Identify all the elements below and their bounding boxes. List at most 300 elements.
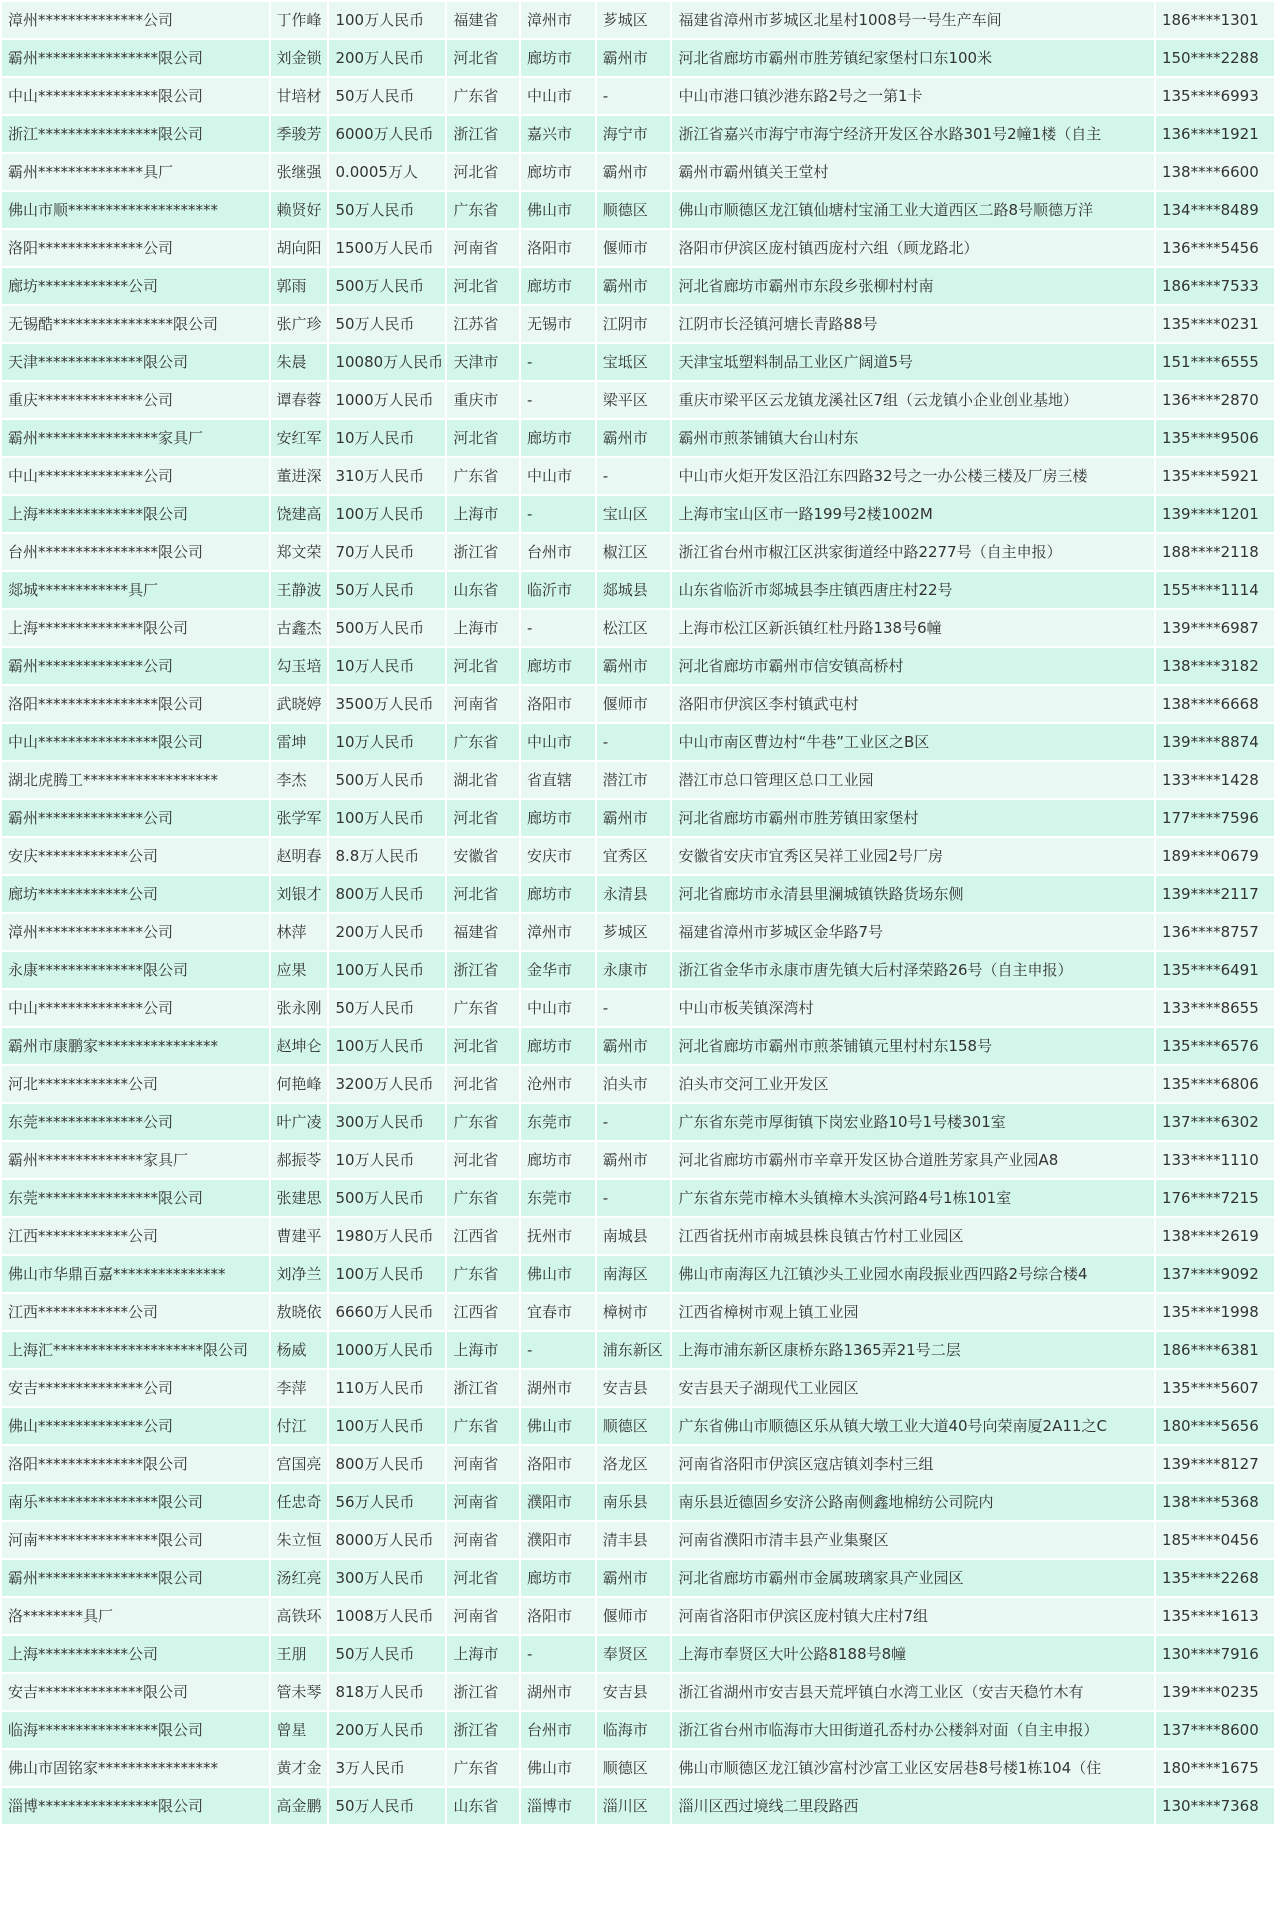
city-cell: 佛山市 [521,1750,595,1786]
address-cell: 福建省漳州市芗城区北星村1008号一号生产车间 [672,2,1153,38]
table-row [2,1180,1274,1216]
legal-person-cell: 董进深 [271,458,328,494]
company-name-cell: 佛山市华鼎百嘉*************** [2,1256,269,1292]
table-row [2,2,1274,38]
city-cell: 临沂市 [521,572,595,608]
district-cell: 清丰县 [597,1522,671,1558]
table-row [2,382,1274,418]
table-row [2,1332,1274,1368]
district-cell: 永清县 [597,876,671,912]
province-cell: 天津市 [447,344,519,380]
province-cell: 河北省 [447,800,519,836]
province-cell: 河南省 [447,1598,519,1634]
registered-capital-cell: 10万人民币 [329,648,445,684]
table-row [2,344,1274,380]
province-cell: 河南省 [447,1522,519,1558]
address-cell: 霸州市煎茶铺镇大台山村东 [672,420,1153,456]
address-cell: 河北省廊坊市霸州市东段乡张柳村村南 [672,268,1153,304]
legal-person-cell: 曾星 [271,1712,328,1748]
address-cell: 重庆市梁平区云龙镇龙溪社区7组（云龙镇小企业创业基地） [672,382,1153,418]
legal-person-cell: 朱晨 [271,344,328,380]
province-cell: 山东省 [447,1788,519,1824]
phone-cell: 136****1921 [1156,116,1274,152]
address-cell: 安吉县天子湖现代工业园区 [672,1370,1153,1406]
company-name-cell: 无锡酷****************限公司 [2,306,269,342]
legal-person-cell: 高金鹏 [271,1788,328,1824]
address-cell: 中山市南区曹边村“牛巷”工业区之B区 [672,724,1153,760]
legal-person-cell: 敖晓依 [271,1294,328,1330]
registered-capital-cell: 70万人民币 [329,534,445,570]
legal-person-cell: 李萍 [271,1370,328,1406]
registered-capital-cell: 6000万人民币 [329,116,445,152]
registered-capital-cell: 800万人民币 [329,1446,445,1482]
province-cell: 浙江省 [447,534,519,570]
province-cell: 广东省 [447,458,519,494]
district-cell: 郯城县 [597,572,671,608]
table-row [2,914,1274,950]
registered-capital-cell: 1000万人民币 [329,382,445,418]
city-cell: 廊坊市 [521,40,595,76]
table-row [2,1788,1274,1824]
phone-cell: 186****7533 [1156,268,1274,304]
city-cell: 无锡市 [521,306,595,342]
company-name-cell: 中山****************限公司 [2,78,269,114]
company-name-cell: 廊坊************公司 [2,876,269,912]
district-cell: - [597,990,671,1026]
province-cell: 重庆市 [447,382,519,418]
registered-capital-cell: 10万人民币 [329,420,445,456]
registered-capital-cell: 8.8万人民币 [329,838,445,874]
registered-capital-cell: 50万人民币 [329,990,445,1026]
legal-person-cell: 胡向阳 [271,230,328,266]
company-name-cell: 永康**************限公司 [2,952,269,988]
phone-cell: 139****8874 [1156,724,1274,760]
district-cell: 浦东新区 [597,1332,671,1368]
phone-cell: 135****1998 [1156,1294,1274,1330]
phone-cell: 150****2288 [1156,40,1274,76]
registered-capital-cell: 100万人民币 [329,1256,445,1292]
province-cell: 浙江省 [447,1712,519,1748]
registered-capital-cell: 56万人民币 [329,1484,445,1520]
city-cell: 佛山市 [521,1256,595,1292]
phone-cell: 135****6806 [1156,1066,1274,1102]
registered-capital-cell: 50万人民币 [329,1788,445,1824]
address-cell: 广东省佛山市顺德区乐从镇大墩工业大道40号向荣南厦2A11之C [672,1408,1153,1444]
province-cell: 江西省 [447,1294,519,1330]
company-name-cell: 南乐****************限公司 [2,1484,269,1520]
legal-person-cell: 刘净兰 [271,1256,328,1292]
legal-person-cell: 付江 [271,1408,328,1444]
city-cell: 洛阳市 [521,1598,595,1634]
legal-person-cell: 李杰 [271,762,328,798]
table-row [2,1218,1274,1254]
legal-person-cell: 郭雨 [271,268,328,304]
legal-person-cell: 赵明春 [271,838,328,874]
phone-cell: 130****7368 [1156,1788,1274,1824]
province-cell: 江西省 [447,1218,519,1254]
company-name-cell: 佛山市固铭家**************** [2,1750,269,1786]
company-name-cell: 漳州**************公司 [2,2,269,38]
district-cell: 江阴市 [597,306,671,342]
address-cell: 浙江省金华市永康市唐先镇大后村泽荣路26号（自主申报） [672,952,1153,988]
legal-person-cell: 赵坤仑 [271,1028,328,1064]
address-cell: 山东省临沂市郯城县李庄镇西唐庄村22号 [672,572,1153,608]
company-name-cell: 霸州****************家具厂 [2,420,269,456]
table-row [2,78,1274,114]
legal-person-cell: 赖贤好 [271,192,328,228]
company-name-cell: 安吉**************公司 [2,1370,269,1406]
phone-cell: 135****1613 [1156,1598,1274,1634]
address-cell: 洛阳市伊滨区庞村镇西庞村六组（顾龙路北） [672,230,1153,266]
district-cell: 霸州市 [597,648,671,684]
city-cell: 湖州市 [521,1674,595,1710]
phone-cell: 138****2619 [1156,1218,1274,1254]
city-cell: 濮阳市 [521,1522,595,1558]
address-cell: 南乐县近德固乡安济公路南侧鑫地棉纺公司院内 [672,1484,1153,1520]
address-cell: 中山市板芙镇深湾村 [672,990,1153,1026]
district-cell: - [597,1180,671,1216]
district-cell: 南乐县 [597,1484,671,1520]
address-cell: 河北省廊坊市霸州市胜芳镇纪家堡村口东100米 [672,40,1153,76]
company-name-cell: 漳州**************公司 [2,914,269,950]
address-cell: 洛阳市伊滨区李村镇武屯村 [672,686,1153,722]
address-cell: 上海市宝山区市一路199号2楼1002M [672,496,1153,532]
registered-capital-cell: 8000万人民币 [329,1522,445,1558]
legal-person-cell: 任忠奇 [271,1484,328,1520]
company-name-cell: 霸州**************具厂 [2,154,269,190]
city-cell: 中山市 [521,78,595,114]
company-name-cell: 霸州**************公司 [2,800,269,836]
address-cell: 河北省廊坊市霸州市煎茶铺镇元里村村东158号 [672,1028,1153,1064]
city-cell: 台州市 [521,1712,595,1748]
table-body [2,2,1274,1824]
address-cell: 江西省樟树市观上镇工业园 [672,1294,1153,1330]
table-row [2,648,1274,684]
district-cell: 宝坻区 [597,344,671,380]
phone-cell: 180****5656 [1156,1408,1274,1444]
table-row [2,496,1274,532]
city-cell: 廊坊市 [521,876,595,912]
company-name-cell: 郯城************具厂 [2,572,269,608]
registered-capital-cell: 500万人民币 [329,610,445,646]
district-cell: 霸州市 [597,420,671,456]
address-cell: 上海市浦东新区康桥东路1365弄21号二层 [672,1332,1153,1368]
legal-person-cell: 何艳峰 [271,1066,328,1102]
company-name-cell: 佛山市顺******************** [2,192,269,228]
legal-person-cell: 管未琴 [271,1674,328,1710]
district-cell: 宜秀区 [597,838,671,874]
phone-cell: 138****3182 [1156,648,1274,684]
phone-cell: 138****6600 [1156,154,1274,190]
city-cell: - [521,1332,595,1368]
city-cell: - [521,1636,595,1672]
address-cell: 河北省廊坊市永清县里澜城镇铁路货场东侧 [672,876,1153,912]
company-name-cell: 河北************公司 [2,1066,269,1102]
legal-person-cell: 丁作峰 [271,2,328,38]
registered-capital-cell: 100万人民币 [329,1408,445,1444]
province-cell: 河南省 [447,1446,519,1482]
registered-capital-cell: 1008万人民币 [329,1598,445,1634]
district-cell: 樟树市 [597,1294,671,1330]
province-cell: 河北省 [447,420,519,456]
company-name-cell: 浙江****************限公司 [2,116,269,152]
district-cell: 顺德区 [597,192,671,228]
registered-capital-cell: 3500万人民币 [329,686,445,722]
address-cell: 广东省东莞市厚街镇下岗宏业路10号1号楼301室 [672,1104,1153,1140]
address-cell: 福建省漳州市芗城区金华路7号 [672,914,1153,950]
table-row [2,458,1274,494]
district-cell: 松江区 [597,610,671,646]
province-cell: 上海市 [447,496,519,532]
legal-person-cell: 甘培材 [271,78,328,114]
legal-person-cell: 武晓婷 [271,686,328,722]
phone-cell: 135****6993 [1156,78,1274,114]
province-cell: 浙江省 [447,116,519,152]
province-cell: 上海市 [447,610,519,646]
province-cell: 广东省 [447,78,519,114]
province-cell: 广东省 [447,724,519,760]
district-cell: 梁平区 [597,382,671,418]
phone-cell: 135****9506 [1156,420,1274,456]
city-cell: 廊坊市 [521,800,595,836]
phone-cell: 136****8757 [1156,914,1274,950]
legal-person-cell: 郑文荣 [271,534,328,570]
city-cell: 洛阳市 [521,230,595,266]
district-cell: 南海区 [597,1256,671,1292]
company-name-cell: 临海****************限公司 [2,1712,269,1748]
city-cell: 中山市 [521,724,595,760]
company-name-cell: 佛山**************公司 [2,1408,269,1444]
registered-capital-cell: 818万人民币 [329,1674,445,1710]
district-cell: 芗城区 [597,914,671,950]
legal-person-cell: 勾玉培 [271,648,328,684]
registered-capital-cell: 500万人民币 [329,1180,445,1216]
address-cell: 浙江省嘉兴市海宁市海宁经济开发区谷水路301号2幢1楼（自主 [672,116,1153,152]
registered-capital-cell: 300万人民币 [329,1104,445,1140]
table-row [2,1636,1274,1672]
province-cell: 广东省 [447,1180,519,1216]
company-name-cell: 河南****************限公司 [2,1522,269,1558]
phone-cell: 188****2118 [1156,534,1274,570]
city-cell: 廊坊市 [521,268,595,304]
company-name-cell: 江西************公司 [2,1294,269,1330]
legal-person-cell: 古鑫杰 [271,610,328,646]
district-cell: 洛龙区 [597,1446,671,1482]
province-cell: 河南省 [447,230,519,266]
district-cell: 宝山区 [597,496,671,532]
table-row [2,192,1274,228]
phone-cell: 130****7916 [1156,1636,1274,1672]
table-row [2,990,1274,1026]
address-cell: 泊头市交河工业开发区 [672,1066,1153,1102]
phone-cell: 135****6491 [1156,952,1274,988]
phone-cell: 137****8600 [1156,1712,1274,1748]
registered-capital-cell: 50万人民币 [329,1636,445,1672]
table-row [2,876,1274,912]
company-name-cell: 东莞****************限公司 [2,1180,269,1216]
address-cell: 河南省濮阳市清丰县产业集聚区 [672,1522,1153,1558]
registered-capital-cell: 100万人民币 [329,2,445,38]
province-cell: 河北省 [447,1066,519,1102]
province-cell: 广东省 [447,192,519,228]
registered-capital-cell: 200万人民币 [329,40,445,76]
table-row [2,268,1274,304]
registered-capital-cell: 310万人民币 [329,458,445,494]
city-cell: 台州市 [521,534,595,570]
table-row [2,1446,1274,1482]
address-cell: 上海市松江区新浜镇红杜丹路138号6幢 [672,610,1153,646]
phone-cell: 155****1114 [1156,572,1274,608]
city-cell: 廊坊市 [521,1560,595,1596]
province-cell: 湖北省 [447,762,519,798]
district-cell: 临海市 [597,1712,671,1748]
company-name-cell: 上海**************限公司 [2,610,269,646]
registered-capital-cell: 200万人民币 [329,914,445,950]
city-cell: 省直辖 [521,762,595,798]
registered-capital-cell: 800万人民币 [329,876,445,912]
phone-cell: 133****8655 [1156,990,1274,1026]
registered-capital-cell: 100万人民币 [329,952,445,988]
province-cell: 福建省 [447,2,519,38]
table-row [2,1408,1274,1444]
province-cell: 浙江省 [447,1370,519,1406]
legal-person-cell: 林萍 [271,914,328,950]
province-cell: 河北省 [447,154,519,190]
table-row [2,306,1274,342]
company-name-cell: 霸州****************限公司 [2,1560,269,1596]
province-cell: 河北省 [447,40,519,76]
city-cell: 沧州市 [521,1066,595,1102]
table-row [2,1560,1274,1596]
company-name-cell: 中山**************公司 [2,458,269,494]
city-cell: 洛阳市 [521,686,595,722]
registered-capital-cell: 3万人民币 [329,1750,445,1786]
phone-cell: 138****5368 [1156,1484,1274,1520]
phone-cell: 185****0456 [1156,1522,1274,1558]
district-cell: 霸州市 [597,268,671,304]
company-name-cell: 廊坊************公司 [2,268,269,304]
address-cell: 浙江省湖州市安吉县天荒坪镇白水湾工业区（安吉天稳竹木有 [672,1674,1153,1710]
registered-capital-cell: 500万人民币 [329,268,445,304]
city-cell: 嘉兴市 [521,116,595,152]
legal-person-cell: 宫国亮 [271,1446,328,1482]
registered-capital-cell: 50万人民币 [329,192,445,228]
address-cell: 河南省洛阳市伊滨区寇店镇刘李村三组 [672,1446,1153,1482]
district-cell: 芗城区 [597,2,671,38]
legal-person-cell: 张广珍 [271,306,328,342]
province-cell: 河北省 [447,1028,519,1064]
registered-capital-cell: 50万人民币 [329,78,445,114]
table-row [2,230,1274,266]
address-cell: 河北省廊坊市霸州市金属玻璃家具产业园区 [672,1560,1153,1596]
legal-person-cell: 饶建高 [271,496,328,532]
district-cell: 永康市 [597,952,671,988]
province-cell: 河北省 [447,1142,519,1178]
table-row [2,572,1274,608]
legal-person-cell: 郝振苓 [271,1142,328,1178]
city-cell: 洛阳市 [521,1446,595,1482]
district-cell: 霸州市 [597,154,671,190]
city-cell: - [521,344,595,380]
legal-person-cell: 雷坤 [271,724,328,760]
registered-capital-cell: 300万人民币 [329,1560,445,1596]
address-cell: 浙江省台州市临海市大田街道孔岙村办公楼斜对面（自主申报） [672,1712,1153,1748]
legal-person-cell: 谭春蓉 [271,382,328,418]
registered-capital-cell: 6660万人民币 [329,1294,445,1330]
city-cell: 廊坊市 [521,420,595,456]
district-cell: 偃师市 [597,686,671,722]
company-name-cell: 台州****************限公司 [2,534,269,570]
province-cell: 河南省 [447,686,519,722]
registered-capital-cell: 10万人民币 [329,724,445,760]
registered-capital-cell: 0.0005万人 [329,154,445,190]
district-cell: 偃师市 [597,230,671,266]
registered-capital-cell: 50万人民币 [329,572,445,608]
district-cell: - [597,458,671,494]
address-cell: 佛山市顺德区龙江镇沙富村沙富工业区安居巷8号楼1栋104（住 [672,1750,1153,1786]
company-name-cell: 淄博****************限公司 [2,1788,269,1824]
company-name-cell: 洛********具厂 [2,1598,269,1634]
phone-cell: 186****1301 [1156,2,1274,38]
registered-capital-cell: 500万人民币 [329,762,445,798]
city-cell: 廊坊市 [521,1028,595,1064]
address-cell: 天津宝坻塑料制品工业区广阔道5号 [672,344,1153,380]
table-row [2,800,1274,836]
table-row [2,1674,1274,1710]
registered-capital-cell: 1980万人民币 [329,1218,445,1254]
phone-cell: 135****5607 [1156,1370,1274,1406]
company-name-cell: 上海**************限公司 [2,496,269,532]
phone-cell: 180****1675 [1156,1750,1274,1786]
district-cell: - [597,724,671,760]
city-cell: 中山市 [521,990,595,1026]
phone-cell: 176****7215 [1156,1180,1274,1216]
address-cell: 佛山市顺德区龙江镇仙塘村宝涌工业大道西区二路8号顺德万洋 [672,192,1153,228]
company-name-cell: 霸州市康鹏家**************** [2,1028,269,1064]
phone-cell: 137****6302 [1156,1104,1274,1140]
address-cell: 河北省廊坊市霸州市信安镇高桥村 [672,648,1153,684]
province-cell: 广东省 [447,990,519,1026]
legal-person-cell: 高铁环 [271,1598,328,1634]
city-cell: 抚州市 [521,1218,595,1254]
phone-cell: 135****0231 [1156,306,1274,342]
registered-capital-cell: 10080万人民币 [329,344,445,380]
city-cell: 中山市 [521,458,595,494]
table-row [2,1598,1274,1634]
registered-capital-cell: 100万人民币 [329,496,445,532]
city-cell: 廊坊市 [521,1142,595,1178]
address-cell: 江西省抚州市南城县株良镇古竹村工业园区 [672,1218,1153,1254]
table-row [2,952,1274,988]
phone-cell: 151****6555 [1156,344,1274,380]
table-row [2,534,1274,570]
address-cell: 河南省洛阳市伊滨区庞村镇大庄村7组 [672,1598,1153,1634]
address-cell: 淄川区西过境线二里段路西 [672,1788,1153,1824]
province-cell: 河北省 [447,268,519,304]
province-cell: 河南省 [447,1484,519,1520]
district-cell: 霸州市 [597,1142,671,1178]
district-cell: 安吉县 [597,1370,671,1406]
city-cell: - [521,382,595,418]
registered-capital-cell: 100万人民币 [329,800,445,836]
company-name-cell: 中山****************限公司 [2,724,269,760]
table-row [2,1142,1274,1178]
table-row [2,1750,1274,1786]
city-cell: 宜春市 [521,1294,595,1330]
address-cell: 佛山市南海区九江镇沙头工业园水南段振业西四路2号综合楼4 [672,1256,1153,1292]
province-cell: 广东省 [447,1104,519,1140]
table-row [2,420,1274,456]
